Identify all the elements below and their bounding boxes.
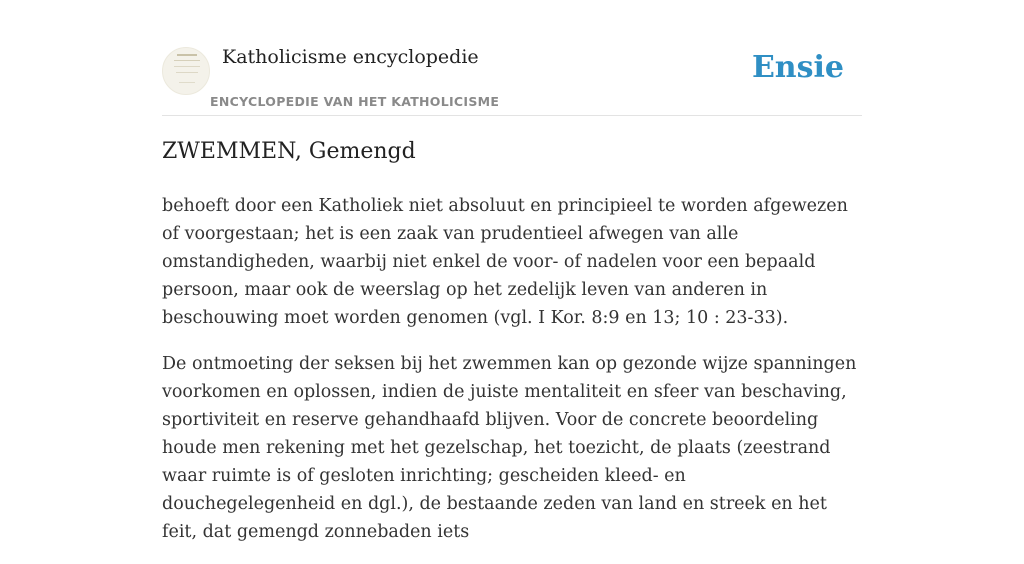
site-header xyxy=(162,40,862,116)
article-paragraph: behoeft door een Katholiek niet absoluut en principieel te worden afgewezen of voorgestaan; het is een zaak van prudentieel afwegen van alle omstandigheden, waarbij niet enkel de voor- of nadelen voor een bepaald persoon, maar ook de weerslag op het zedelijk leven van anderen in beschouwing moet worden genomen (vgl. I Kor. 8:9 en 13; 10 : 23-33). xyxy=(162,196,848,328)
logo-line xyxy=(177,54,197,56)
article-title: ZWEMMEN, Gemengd xyxy=(162,139,416,164)
ensie-brand-logo[interactable]: Ensie xyxy=(751,50,844,85)
article-body xyxy=(162,192,862,564)
encyclopedia-logo[interactable] xyxy=(162,47,210,95)
logo-line xyxy=(174,66,200,67)
article-paragraph: De ontmoeting der seksen bij het zwemmen kan op gezonde wijze spanningen voorkomen en oplossen, indien de juiste mentaliteit en sfeer van beschaving, sportiviteit en reserve gehandhaafd blijven. Voor de concrete beoordeling houde men rekening met het gezelschap, het toezicht, de plaats (zeestrand waar ruimte is of gesloten inrichting; gescheiden kleed- en douchegelegenheid en dgl.), de bestaande zeden van land en streek en het feit, dat gemengd zonnebaden iets xyxy=(162,354,857,542)
encyclopedia-subtitle: ENCYCLOPEDIE VAN HET KATHOLICISME xyxy=(210,94,500,109)
encyclopedia-name[interactable]: Katholicisme encyclopedie xyxy=(222,46,479,68)
logo-line xyxy=(174,60,200,61)
logo-line xyxy=(176,72,198,73)
logo-line xyxy=(179,82,195,83)
